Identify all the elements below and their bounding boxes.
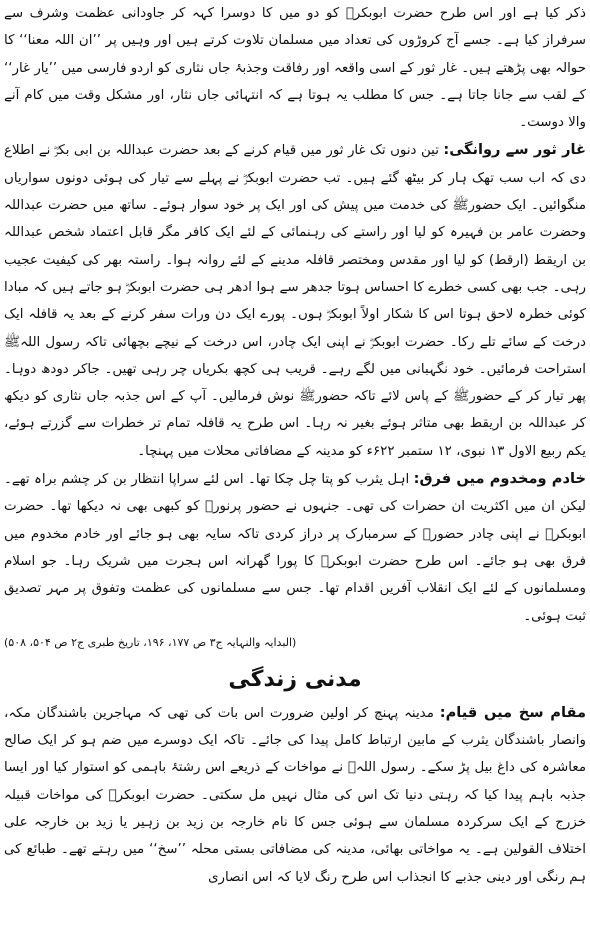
section-stay-body: مدینہ پہنچ کر اولین ضرورت اس بات کی تھی کہ مہاجرین باشندگان مکہ، وانصار باشندگان یثرب کے مابین ارتباط کامل پیدا کی جائے۔ تاکہ ایک دوسرے میں ضم ہو کر ایک صالح معاشرہ کی داغ بیل پڑ سکے۔ رسول اللہﷺ نے مواخات کے ذریعے اس رشتۂ باہمی کو استوار کیا اور ایسا جذبہ باہم پیدا کیا کہ رہتی دنیا تک اس کی مثال نہیں مل سکتی۔ حضرت ابوبکرؓ کی مواخات قبیلہ خزرج کے ایک سرکردہ مسلمان سے ہوئی جس کا نام خارجہ بن زید بن زہیر یا زید بن خارجہ علی اختلاف القولین ہے۔ یہ مواخاتی بھائی، مدینہ کی مضافاتی بستی محلہ ’’سخ‘‘ میں رہتے تھے۔ طبائع کی ہم رنگی اور دینی جذبے کا انجذاب اس طرح رنگ لایا کہ اس انصاری [4,705,586,885]
section-servant-master [4,465,586,630]
main-section-title: مدنی زندگی [228,666,362,692]
section-departure [4,136,586,465]
section-servant-master-body: اہل یثرب کو پتا چل چکا تھا۔ اس لئے سراپا انتظار بن کر چشم براہ تھے۔ لیکن ان میں اکثریت ان حضرات کی تھی۔ جنہوں نے حضور پرنورﷺ کو کبھی بھی نہ دیکھا تھا۔ حضرت ابوبکرؓ نے اپنی چادر حضورﷺ کے سرمبارک پر دراز کردی تاکہ سایہ بھی ہو جائے اور خادم مخدوم میں فرق بھی ہو جائے۔ اس طرح حضرت ابوبکرؓ کا پورا گھرانہ اس ہجرت میں شریک رہا۔ جو اسلام ومسلمانوں کے لئے ایک انقلاب آفریں اقدام تھا۔ جس سے مسلمانوں کی عظمت وتفوق پر مہر تصدیق ثبت ہوئی۔ [4,472,586,624]
reference-citation-text: (البدایہ والنہایہ ج۳ ص ۱۷۷، ۱۹۶، تاریخ طبری ج۲ ص ۵۰۴، ۵۰۸) [4,635,297,649]
document-page [4,0,586,944]
section-departure-body: تین دنوں تک غار ثور میں قیام کرنے کے بعد حضرت عبداللہ بن ابی بکرؓ نے اطلاع دی کہ اب سب تھک ہار کر بیٹھ گئے ہیں۔ تب حضرت ابوبکرؓ نے پہلے سے تیار کی ہوئی دونوں سواریاں منگوائیں۔ ایک حضورﷺ کی خدمت میں پیش کی اور ایک پر خود سوار ہوئے۔ ساتھ میں حضرت عبداللہ وحضرت عامر بن فہیرہ کو لیا اور راستے کی رہنمائی کے لئے ایک کافر مگر قابل اعتماد شخص عبداللہ بن اریقط (ارقط) کو لیا اور مقدس ومختصر قافلہ مدینے کے لئے روانہ ہوا۔ راستہ بھر کی کیفیت عجیب رہی۔ جب بھی کسی خطرے کا احساس ہوتا جدھر سے ہوا ادھر ہی حضرت ابوبکرؓ ہو جاتے ہیں کہ مبادا کوئی خطرہ لاحق ہوتا اس کا شکار اولاً ابوبکرؓ ہوں۔ پورے ایک دن ورات سفر کرنے کے بعد یہ قافلہ ایک درخت کے سائے تلے رکا۔ حضرت ابوبکرؓ نے اپنی ایک چادر، اس درخت کے نیچے بچھائی تاکہ رسول اللہﷺ استراحت فرمائیں۔ خود نگہبانی میں لگے رہے۔ قریب ہی کچھ بکریاں چر رہی تھیں۔ جاکر دودھ دوہا۔ پھر تیار کر کے حضورﷺ کے پاس لائے تاکہ حضورﷺ نوش فرمالیں۔ آپ کے اس جذبہ جاں نثاری کو دیکھ کر عبداللہ بن اریقط بھی متاثر ہوئے بغیر نہ رہا۔ اس طرح یہ قافلہ تمام تر خطرات سے گزرتے ہوئے، یکم ربیع الاول ۱۳ نبوی، ۱۲ ستمبر ۶۲۲ء کو مدینہ کے مضافاتی محلات میں پہنچا۔ [4,143,586,459]
section-servant-master-heading: خادم ومخدوم میں فرق: [413,470,586,488]
section-stay-heading: مقام سخ میں قیام: [439,703,586,721]
intro-paragraph [4,0,586,136]
intro-text: ذکر کیا ہے اور اس طرح حضرت ابوبکرؓ کو دو میں کا دوسرا کہہ کر جاودانی عظمت وشرف سے سرفراز کیا ہے۔ جسے آج کروڑوں کی تعداد میں مسلمان تلاوت کرتے ہیں اور وہیں پر ’’ان اللہ معنا‘‘ کا حوالہ بھی پڑھتے ہیں۔ غار ثور کے اسی واقعہ اور رفاقت وجذبۂ جاں نثاری کو اردو فارسی میں ’’یار غار‘‘ کے لقب سے جانا جاتا ہے۔ جس کا مطلب یہ ہوتا ہے کہ انتہائی جاں نثار، اور مشکل وقت میں کام آنے والا دوست۔ [4,6,586,131]
section-departure-heading: غار ثور سے روانگی: [443,141,586,159]
reference-citation [4,630,586,655]
section-stay [4,699,586,891]
